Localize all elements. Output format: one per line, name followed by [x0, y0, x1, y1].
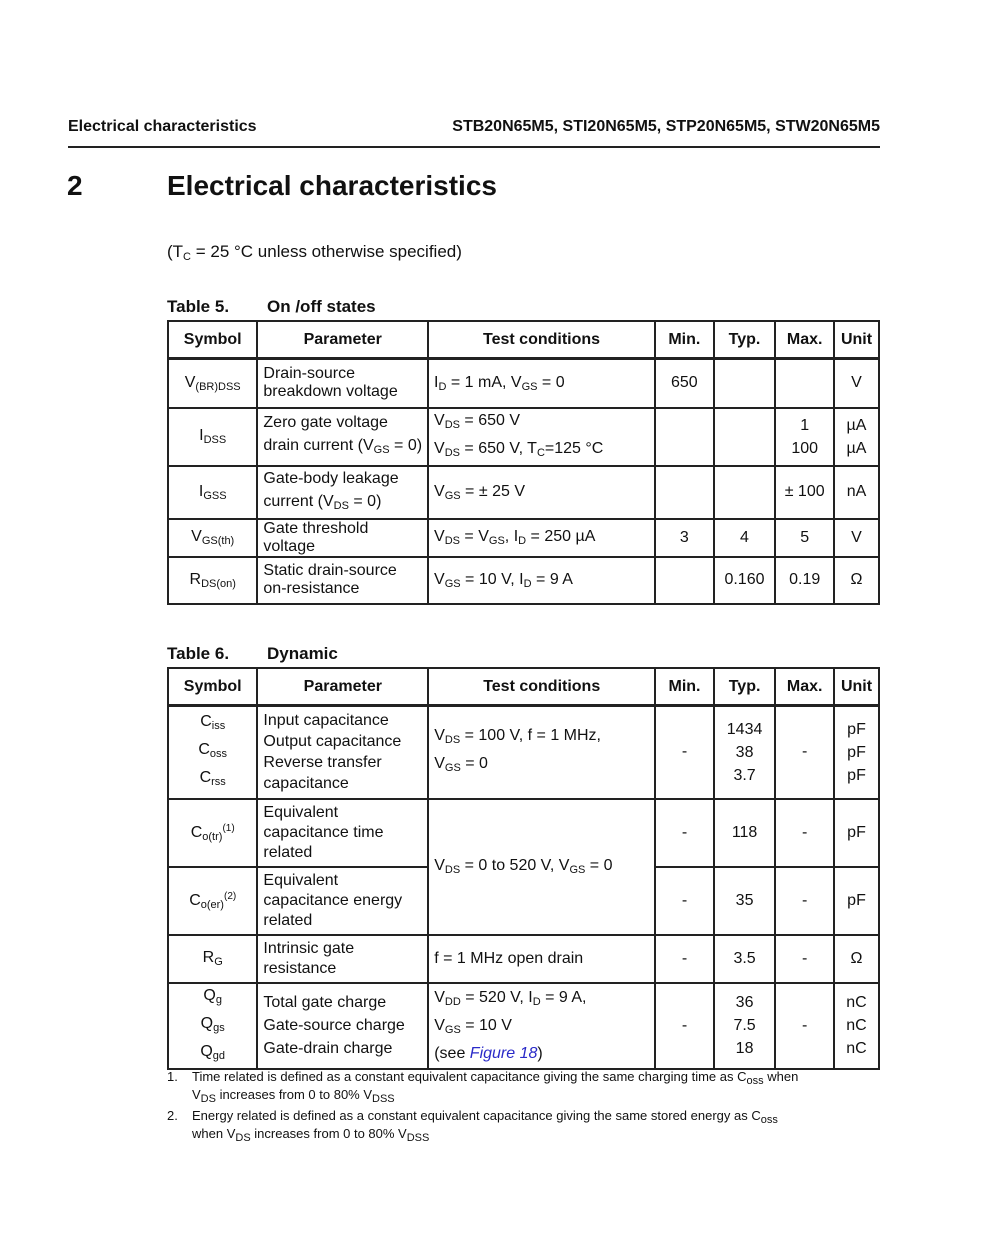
max-cell: ± 100: [775, 466, 834, 519]
symbol-cell: $R_{DS(on)}$: [168, 557, 257, 604]
table5-title: On /off states: [267, 297, 376, 316]
table-row: [168, 359, 879, 408]
table-row: [168, 935, 879, 983]
min-cell: [655, 408, 714, 466]
typ-cell: 36 7.5 18: [714, 983, 776, 1069]
table-row: [168, 799, 879, 867]
header-part-numbers: STB20N65M5, STI20N65M5, STP20N65M5, STW20N65M5: [452, 118, 880, 135]
typ-cell: 4: [714, 519, 776, 557]
figure-18-link[interactable]: Figure 18: [469, 1045, 538, 1062]
table-header-row: [168, 321, 879, 359]
symbol-cell: $V_{GS(th)}$: [168, 519, 257, 557]
header-symbol: Symbol: [168, 321, 257, 359]
header-parameter: Parameter: [257, 668, 428, 706]
min-cell: 3: [655, 519, 714, 557]
table5-on-off-states: [167, 320, 880, 605]
max-cell: 0.19: [775, 557, 834, 604]
parameter-cell: Static drain-source on-resistance: [257, 557, 428, 604]
header-max: Max.: [775, 668, 834, 706]
symbol-cell: $C_{iss}$ $C_{oss}$ $C_{rss}$: [168, 706, 257, 799]
header-section-label: Electrical characteristics: [68, 118, 257, 135]
table5-caption: [167, 297, 376, 317]
typ-cell: 118: [714, 799, 776, 867]
typ-cell: [714, 408, 776, 466]
typ-cell: 3.5: [714, 935, 776, 983]
parameter-cell: Intrinsic gate resistance: [257, 935, 428, 983]
table6-caption: [167, 644, 338, 664]
typ-cell: [714, 466, 776, 519]
min-cell: [655, 466, 714, 519]
unit-cell: Ω: [834, 557, 879, 604]
parameter-cell: Equivalent capacitance time related: [257, 799, 428, 867]
max-cell: -: [775, 935, 834, 983]
header-parameter: Parameter: [257, 321, 428, 359]
header-min: Min.: [655, 321, 714, 359]
table-header-row: [168, 668, 879, 706]
condition-cell: $V_{DS} = V_{GS}$, $I_D = 250$ µA: [428, 519, 655, 557]
max-cell: -: [775, 799, 834, 867]
min-cell: -: [655, 983, 714, 1069]
header-typ: Typ.: [714, 668, 776, 706]
table-row: [168, 519, 879, 557]
page-header: [68, 116, 880, 148]
footnote: 1. Time related is defined as a constant equivalent capacitance giving the same charging time as $C_{oss}$ when $V_{DS}$ increases from 0 to 80% $V_{DSS}$: [167, 1069, 799, 1105]
max-cell: -: [775, 983, 834, 1069]
condition-cell: f = 1 MHz open drain: [428, 935, 655, 983]
typ-cell: 0.160: [714, 557, 776, 604]
min-cell: -: [655, 799, 714, 867]
symbol-cell: $I_{GSS}$: [168, 466, 257, 519]
max-cell: -: [775, 867, 834, 935]
symbol-cell: $Q_g$ $Q_{gs}$ $Q_{gd}$: [168, 983, 257, 1069]
unit-cell: pF: [834, 867, 879, 935]
condition-cell: $V_{DS} = 650$ V $V_{DS} = 650$ V, $T_C=125$ °C: [428, 408, 655, 466]
typ-cell: [714, 359, 776, 408]
header-min: Min.: [655, 668, 714, 706]
min-cell: -: [655, 706, 714, 799]
max-cell: 5: [775, 519, 834, 557]
unit-cell: Ω: [834, 935, 879, 983]
unit-cell: µA µA: [834, 408, 879, 466]
max-cell: 1 100: [775, 408, 834, 466]
symbol-cell: $C_{o(tr)}^{(1)}$: [168, 799, 257, 867]
parameter-cell: Drain-source breakdown voltage: [257, 359, 428, 408]
condition-cell: $V_{DS} = 0$ to 520 V, $V_{GS} = 0$: [428, 799, 655, 935]
table-row: [168, 466, 879, 519]
parameter-cell: Total gate charge Gate-source charge Gate-drain charge: [257, 983, 428, 1069]
header-test-conditions: Test conditions: [428, 668, 655, 706]
section-title: Electrical characteristics: [167, 170, 497, 201]
footnote: 2. Energy related is defined as a constant equivalent capacitance giving the same stored energy as $C_{oss}$ when $V_{DS}$ increases from 0 to 80% $V_{DSS}$: [167, 1108, 778, 1144]
condition-cell: $V_{DD} = 520$ V, $I_D = 9$ A, $V_{GS} = 10$ V (see Figure 18): [428, 983, 655, 1069]
unit-cell: V: [834, 359, 879, 408]
min-cell: -: [655, 935, 714, 983]
header-max: Max.: [775, 321, 834, 359]
header-unit: Unit: [834, 321, 879, 359]
section-number: 2: [67, 170, 83, 201]
test-condition-note: ($T_C = 25$ °C unless otherwise specified): [167, 242, 462, 263]
parameter-cell: Equivalent capacitance energy related: [257, 867, 428, 935]
symbol-cell: $C_{o(er)}^{(2)}$: [168, 867, 257, 935]
unit-cell: pF pF pF: [834, 706, 879, 799]
min-cell: -: [655, 867, 714, 935]
header-unit: Unit: [834, 668, 879, 706]
unit-cell: pF: [834, 799, 879, 867]
table6-title: Dynamic: [267, 644, 338, 663]
symbol-cell: $V_{(BR)DSS}$: [168, 359, 257, 408]
header-typ: Typ.: [714, 321, 776, 359]
condition-cell: $V_{DS} = 100$ V, f = 1 MHz, $V_{GS} = 0$: [428, 706, 655, 799]
table5-number: Table 5.: [167, 297, 230, 316]
table-row: [168, 983, 879, 1069]
symbol-cell: $R_G$: [168, 935, 257, 983]
parameter-cell: Gate threshold voltage: [257, 519, 428, 557]
condition-cell: $V_{GS} = 10$ V, $I_D = 9$ A: [428, 557, 655, 604]
parameter-cell: Input capacitance Output capacitance Reverse transfer capacitance: [257, 706, 428, 799]
min-cell: [655, 557, 714, 604]
table6-dynamic: [167, 667, 880, 1070]
table-row: [168, 557, 879, 604]
unit-cell: V: [834, 519, 879, 557]
header-test-conditions: Test conditions: [428, 321, 655, 359]
condition-cell: $I_D = 1$ mA, $V_{GS} = 0$: [428, 359, 655, 408]
max-cell: [775, 359, 834, 408]
table-row: [168, 706, 879, 799]
max-cell: -: [775, 706, 834, 799]
unit-cell: nC nC nC: [834, 983, 879, 1069]
min-cell: 650: [655, 359, 714, 408]
parameter-cell: Zero gate voltage drain current $(V_{GS} = 0)$: [257, 408, 428, 466]
header-symbol: Symbol: [168, 668, 257, 706]
symbol-cell: $I_{DSS}$: [168, 408, 257, 466]
typ-cell: 1434 38 3.7: [714, 706, 776, 799]
parameter-cell: Gate-body leakage current $(V_{DS} = 0)$: [257, 466, 428, 519]
table-row: [168, 408, 879, 466]
typ-cell: 35: [714, 867, 776, 935]
condition-cell: $V_{GS}$ = ± 25 V: [428, 466, 655, 519]
unit-cell: nA: [834, 466, 879, 519]
table6-number: Table 6.: [167, 644, 230, 663]
